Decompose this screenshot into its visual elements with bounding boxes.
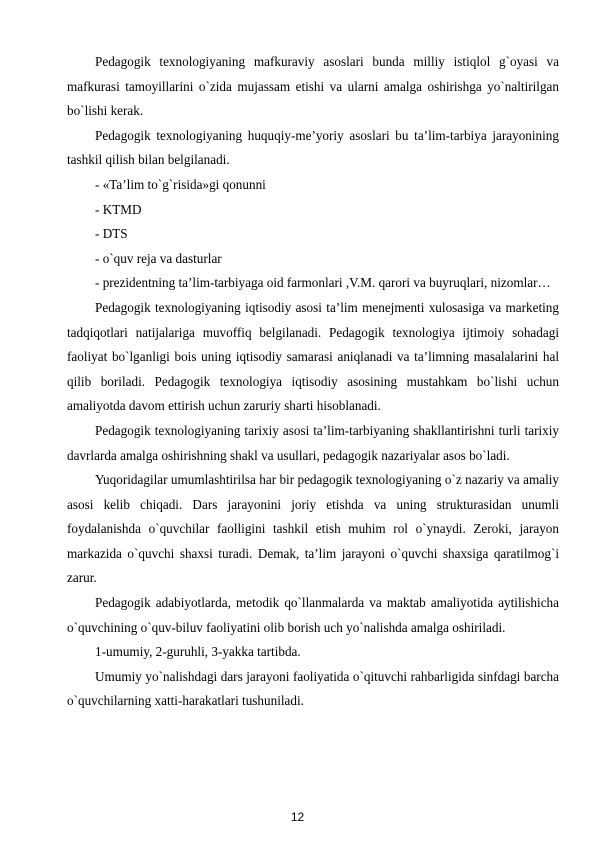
paragraph-ideological-basis: Pedagogik texnologiyaning mafkuraviy asoslari bunda milliy istiqlol g`oyasi va mafkurasi tamoyillarini o`zida mujassam etishi va ularni amalga oshirishga yo`naltirilgan bo`lishi kerak. (67, 54, 559, 119)
paragraph-general-direction: Umumiy yo`nalishdagi dars jarayoni faoliyatida o`qituvchi rahbarligida sinfdagi barcha o`quvchilarning xatti-harakatlari tushuniladi. (67, 668, 559, 709)
paragraph-forms: 1-umumiy, 2-guruhli, 3-yakka tartibda. (95, 644, 301, 660)
list-item-decrees: - prezidentning ta’lim-tarbiyaga oid farmonlari ,V.M. qarori va buyruqlari, nizomlar… (95, 275, 551, 291)
list-item-dts: - DTS (95, 226, 128, 242)
document-body (67, 50, 559, 714)
paragraph-economic-basis: Pedagogik texnologiyaning iqtisodiy asosi ta’lim menejmenti xulosasiga va marketing tadqiqotlari natijalariga muvoffiq belgilanadi. Pedagogik texnologiya ijtimoiy sohadagi faoliyat bo`lganligi bois uning iqtisodiy samarasi aniqlanadi va ta’limning masalalarini hal qilib boriladi. Pedagogik texnologiya iqtisodiy asosining mustahkam bo`lishi uchun amaliyotda davom ettirish uchun zaruriy sharti hisoblanadi. (67, 299, 559, 414)
paragraph-summary: Yuqoridagilar umumlashtirilsa har bir pedagogik texnologiyaning o`z nazariy va amaliy asosi kelib chiqadi. Dars jarayonini joriy etishda va uning strukturasidan unumli foydalanishda o`quvchilar faolligini tashkil etish muhim rol o`ynaydi. Zeroki, jarayon markazida o`quvchi shaxsi turadi. Demak, ta’lim jarayoni o`quvchi shaxsiga qaratilmog`i zarur. (67, 472, 559, 586)
list-item-ktmd: - KTMD (95, 201, 142, 217)
list-item-curriculum: - o`quv reja va dasturlar (95, 250, 222, 266)
paragraph-legal-basis: Pedagogik texnologiyaning huquqiy-me’yoriy asoslari bu ta’lim-tarbiya jarayonining tashkil qilish bilan belgilanadi. (67, 127, 559, 168)
list-item-law: - «Ta’lim to`g`risida»gi qonunni (95, 176, 266, 192)
paragraph-historical-basis: Pedagogik texnologiyaning tarixiy asosi ta’lim-tarbiyaning shakllantirishni turli tarixiy davrlarda amalga oshirishning shakl va usullari, pedagogik nazariyalar asos bo`ladi. (67, 422, 559, 463)
page-number: 12 (290, 810, 305, 824)
paragraph-directions: Pedagogik adabiyotlarda, metodik qo`llanmalarda va maktab amaliyotida aytilishicha o`quvchining o`quv-biluv faoliyatini olib borish uch yo`nalishda amalga oshiriladi. (67, 595, 559, 635)
